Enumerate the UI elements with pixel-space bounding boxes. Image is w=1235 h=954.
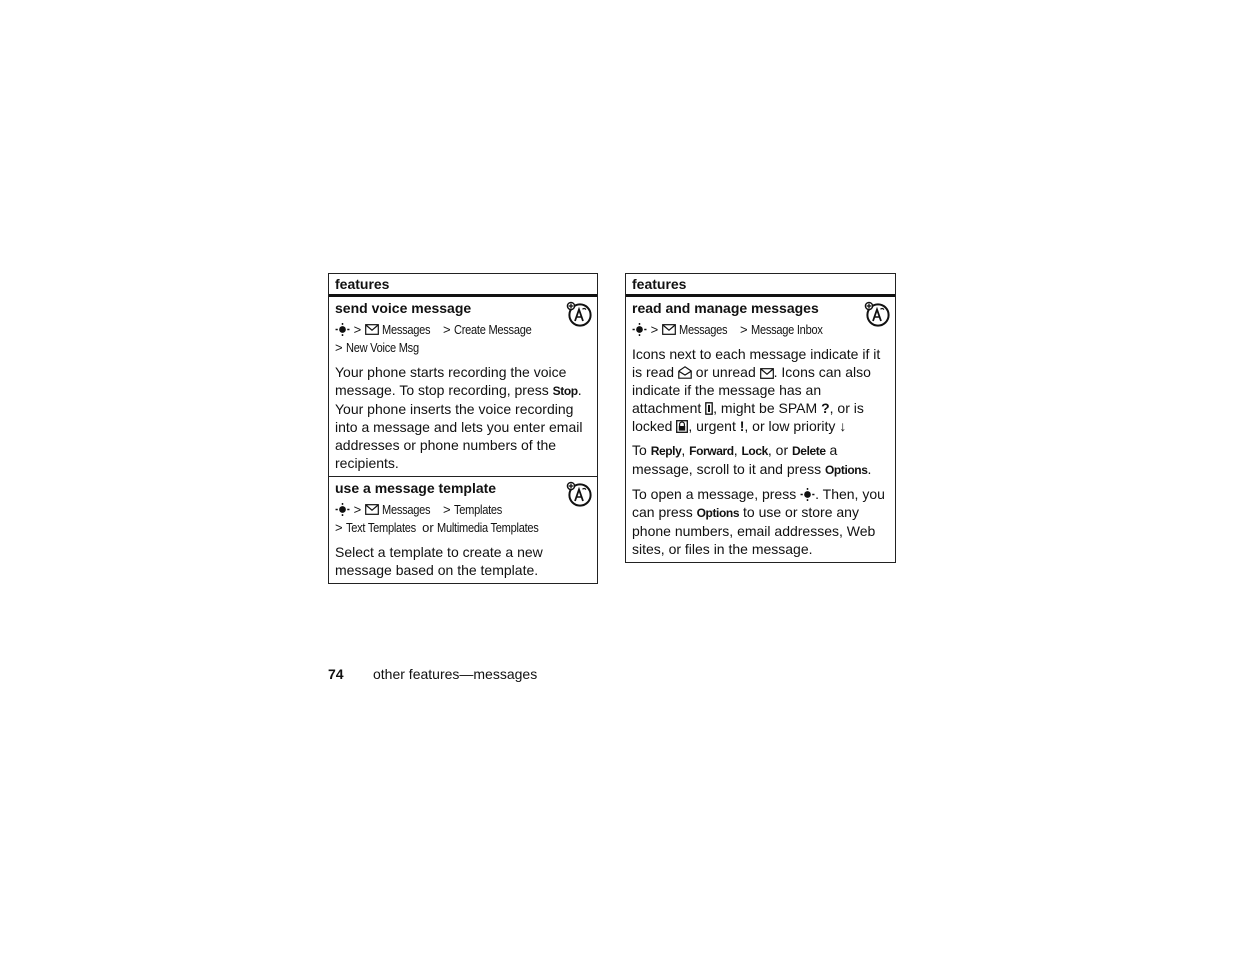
path-separator: > [650, 322, 659, 337]
lock-icon [676, 420, 688, 433]
path-separator: > [353, 502, 362, 517]
spam-icon: ? [821, 400, 830, 416]
attachment-icon [705, 402, 713, 415]
key-stop: Stop [552, 384, 578, 398]
feature-row-send-voice-message [329, 297, 597, 476]
description-text: , might be SPAM [713, 400, 822, 416]
feature-title: use a message template [335, 480, 497, 496]
description-text: or unread [691, 364, 760, 380]
feature-row-read-manage-messages [626, 297, 895, 562]
feature-description [335, 363, 591, 472]
feature-row-use-message-template [329, 476, 597, 583]
nav-key-icon [335, 503, 350, 516]
network-feature-icon [864, 301, 890, 327]
key-lock: Lock [741, 444, 768, 458]
description-text: Icons next to each message indicate if it is read [632, 346, 881, 380]
description-text: . Then, you can press [632, 486, 885, 520]
message-envelope-icon [662, 324, 676, 335]
read-message-icon [678, 366, 692, 379]
description-text: a message, scroll to it and press [632, 442, 838, 477]
network-feature-icon [566, 301, 592, 327]
key-forward: Forward [689, 444, 734, 458]
network-feature-icon [566, 481, 592, 507]
features-table-left [328, 273, 598, 584]
description-text: , or low priority [744, 418, 840, 434]
description-text: To open a message, press [632, 486, 801, 502]
key-options: Options [696, 506, 740, 520]
low-priority-icon: ↓ [839, 418, 847, 434]
description-text: . [867, 461, 872, 477]
key-options: Options [824, 463, 868, 477]
description-text: Your phone starts recording the voice message. To stop recording, press [335, 364, 567, 398]
menu-path [335, 321, 591, 357]
description-text: , or is locked [632, 400, 864, 434]
feature-title: send voice message [335, 300, 472, 316]
key-delete: Delete [792, 444, 826, 458]
actions-description [632, 441, 889, 479]
path-separator: > [739, 322, 748, 337]
urgent-icon: ! [739, 418, 745, 434]
path-separator: > [442, 502, 451, 517]
menu-path [632, 321, 889, 339]
menu-item-new-voice-msg: New Voice Msg [346, 340, 420, 355]
path-separator: > [442, 322, 451, 337]
key-reply: Reply [650, 444, 682, 458]
feature-title: read and manage messages [632, 300, 819, 316]
menu-item-messages: Messages [679, 322, 728, 337]
path-separator: > [353, 322, 362, 337]
page-number: 74 [328, 666, 344, 682]
menu-item-create-message: Create Message [454, 322, 532, 337]
message-envelope-icon [365, 504, 379, 515]
nav-key-icon [632, 323, 647, 336]
section-title: other features—messages [373, 666, 538, 682]
menu-path [335, 501, 591, 537]
table-header: features [626, 274, 895, 297]
description-text: , or [767, 442, 793, 458]
page-footer [328, 666, 537, 683]
menu-item-messages: Messages [382, 322, 431, 337]
table-header: features [329, 274, 597, 297]
features-table-right [625, 273, 896, 563]
menu-item-templates: Templates [454, 502, 503, 517]
nav-key-icon [335, 323, 350, 336]
path-or: or [422, 520, 434, 535]
open-description [632, 485, 889, 558]
menu-item-messages: Messages [382, 502, 431, 517]
unread-message-icon [760, 368, 774, 379]
menu-item-text-templates: Text Templates [346, 520, 417, 535]
description-text: . Icons can also indicate if the message has an attachment [632, 364, 871, 416]
icons-description [632, 345, 889, 435]
description-text: , [733, 442, 742, 458]
menu-item-message-inbox: Message Inbox [751, 322, 823, 337]
description-text: , [681, 442, 690, 458]
description-text: to use or store any phone numbers, email addresses, Web sites, or files in the message. [632, 504, 876, 557]
description-text: , urgent [688, 418, 740, 434]
message-envelope-icon [365, 324, 379, 335]
nav-key-icon [800, 488, 815, 501]
path-separator: > [335, 340, 343, 355]
path-separator: > [335, 520, 343, 535]
menu-item-multimedia-templates: Multimedia Templates [437, 520, 539, 535]
feature-description: Select a template to create a new message based on the template. [335, 544, 543, 578]
description-text: . Your phone inserts the voice recording into a message and lets you enter email addresses or phone numbers of the recipients. [335, 382, 583, 471]
description-text: To [632, 442, 651, 458]
